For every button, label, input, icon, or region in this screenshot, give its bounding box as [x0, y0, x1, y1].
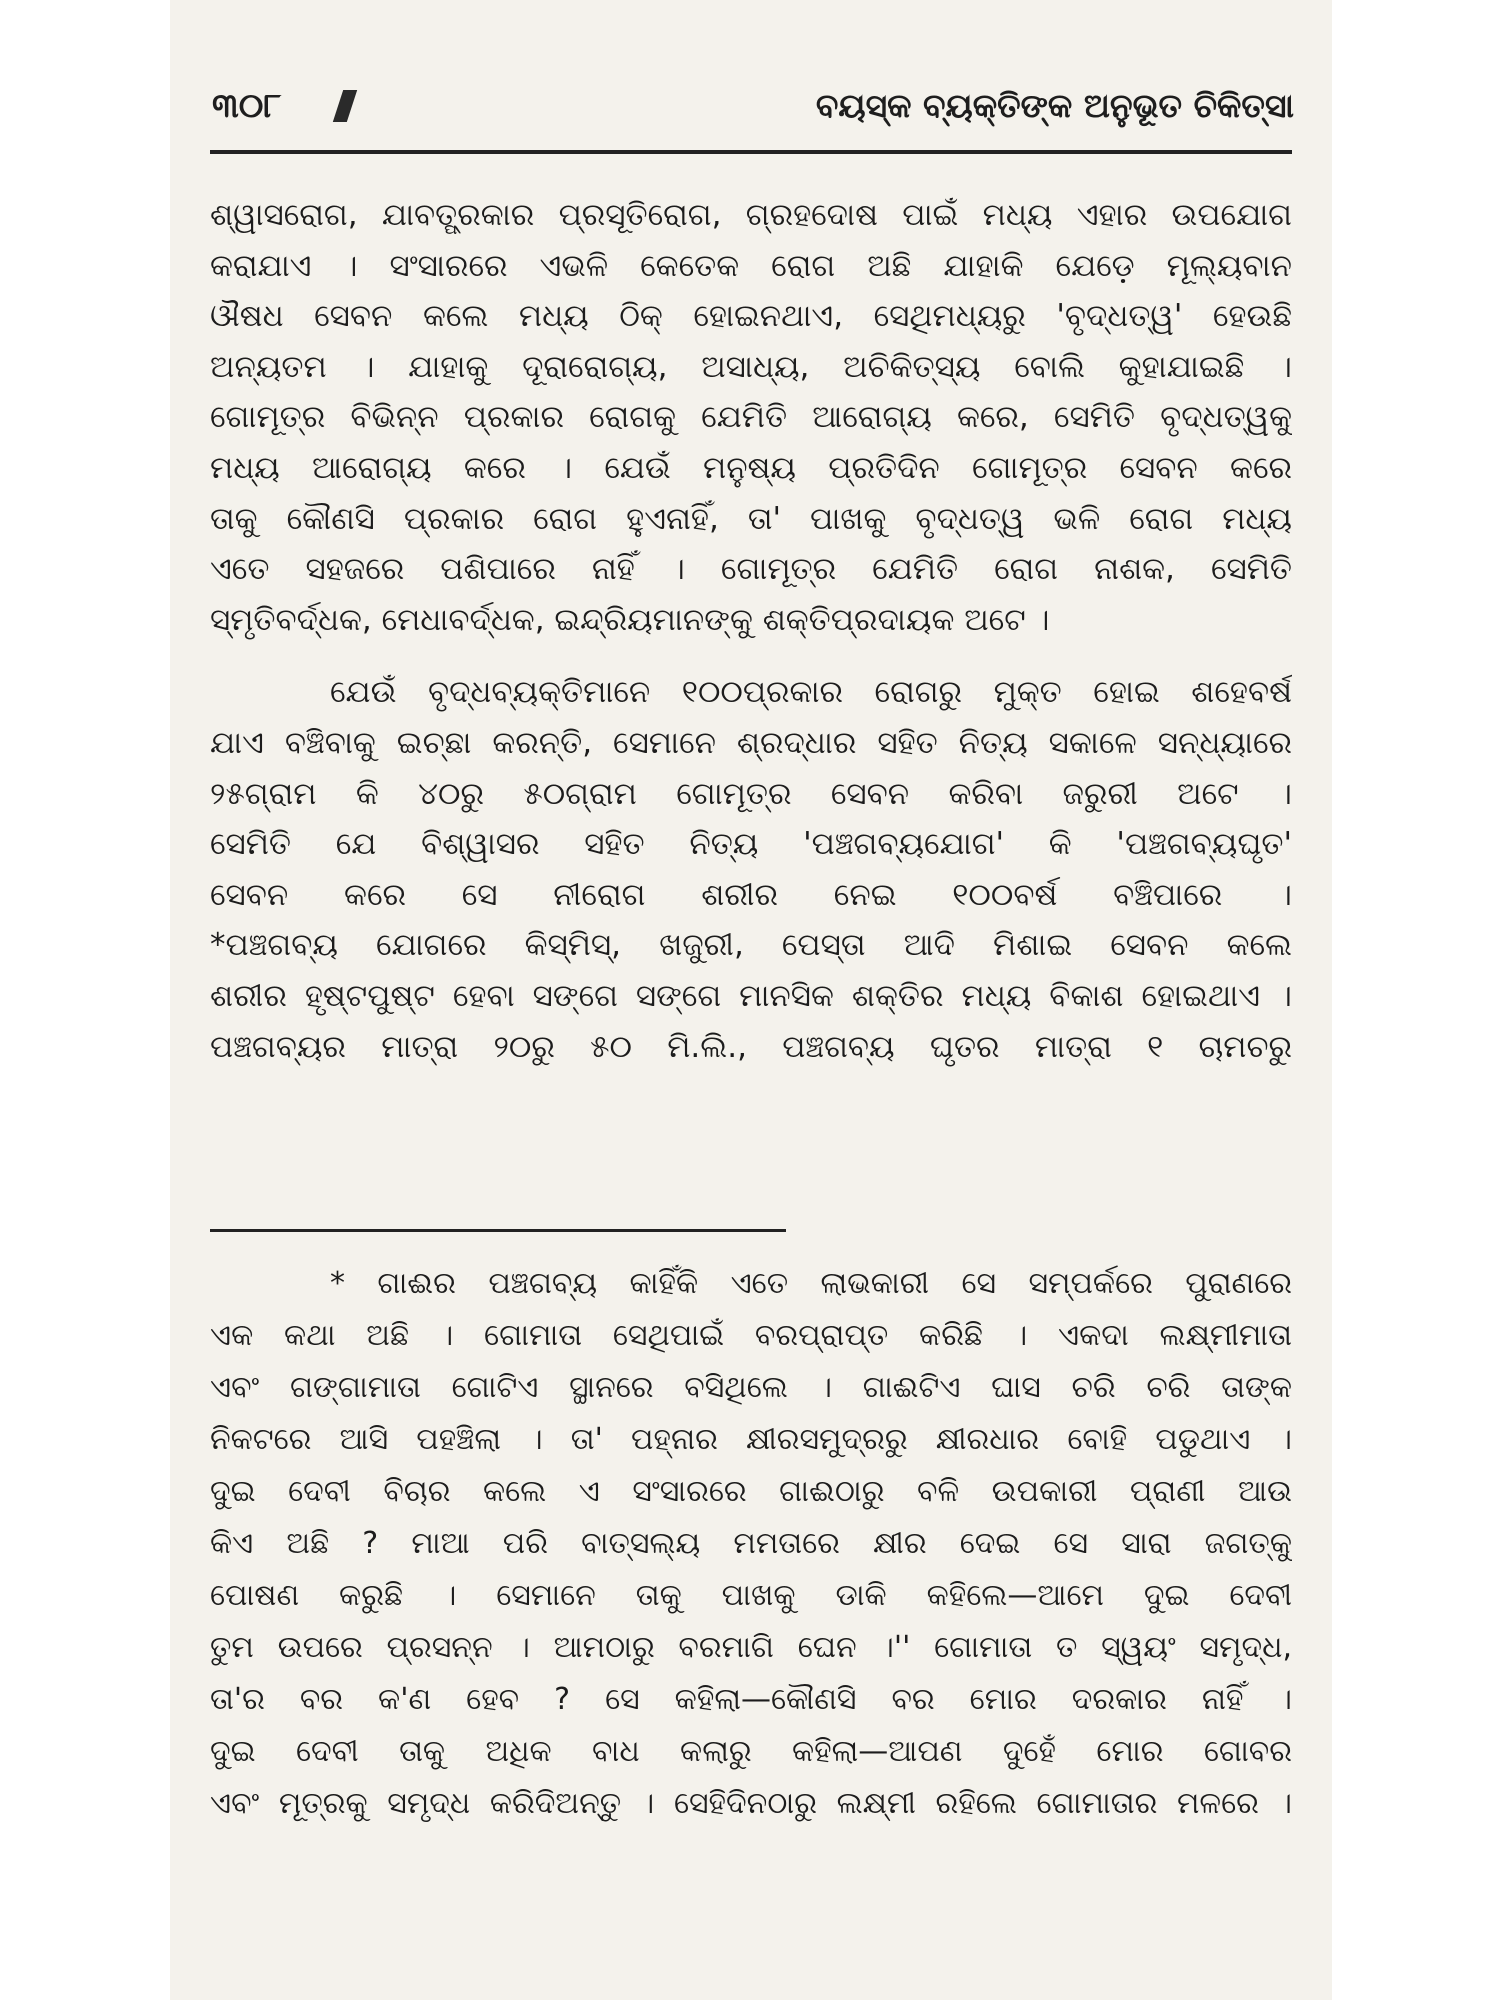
text-line: ମଧ୍ୟ ଆରୋଗ୍ୟ କରେ । ଯେଉଁ ମନୁଷ୍ୟ ପ୍ରତିଦିନ ଗୋମୂତ୍ର ସେବନ କରେ: [210, 449, 1292, 486]
footnote: [210, 1258, 1292, 1830]
text-line: କରାଯାଏ । ସଂସାରରେ ଏଭଳି କେତେକ ରୋଗ ଅଛି ଯାହାକି ଯେଡ଼େ ମୂଲ୍ୟବାନ: [210, 247, 1292, 284]
header-rule: [210, 150, 1292, 154]
text-line: ଶରୀର ହୃଷ୍ଟପୁଷ୍ଟ ହେବା ସଙ୍ଗେ ସଙ୍ଗେ ମାନସିକ ଶକ୍ତିର ମଧ୍ୟ ବିକାଶ ହୋଇଥାଏ ।: [210, 977, 1292, 1014]
body-text: [210, 190, 1292, 1072]
text-line: *ପଞ୍ଚଗବ୍ୟ ଯୋଗରେ କିସ୍‌ମିସ୍, ଖଜୁରୀ, ପେସ୍ତା ଆଦି ମିଶାଇ ସେବନ କଲେ: [210, 927, 1292, 964]
text-line-last: ସ୍ମୃତିବର୍ଦ୍ଧକ, ମେଧାବର୍ଦ୍ଧକ, ଇନ୍ଦ୍ରିୟମାନଙ୍କୁ ଶକ୍ତିପ୍ରଦାୟକ ଅଟେ ।: [210, 601, 1050, 638]
footnote-rule: [210, 1229, 786, 1232]
footnote-line: ତୁମ ଉପରେ ପ୍ରସନ୍ନ । ଆମଠାରୁ ବରମାଗି ଘେନ ।'' ଗୋମାତା ତ ସ୍ୱୟଂ ସମୃଦ୍ଧ,: [210, 1630, 1292, 1665]
footnote-line: ଏବଂ ଗଙ୍ଗାମାତା ଗୋଟିଏ ସ୍ଥାନରେ ବସିଥିଲେ । ଗାଈଟିଏ ଘାସ ଚରି ଚରି ତାଙ୍କ: [210, 1370, 1292, 1405]
page-header: [170, 78, 1332, 134]
running-title: ବୟସ୍କ ବ୍ୟକ୍ତିଙ୍କ ଅନୁଭୂତ ଚିକିତ୍ସା: [815, 86, 1294, 125]
footnote-line: ନିକଟରେ ଆସି ପହଞ୍ଚିଲା । ତା' ପହ୍ନାର କ୍ଷୀରସମୁଦ୍ରରୁ କ୍ଷୀରଧାର ବୋହି ପଡୁଥାଏ ।: [210, 1422, 1292, 1457]
text-line: ଯାଏ ବଞ୍ଚିବାକୁ ଇଚ୍ଛା କରନ୍ତି, ସେମାନେ ଶ୍ରଦ୍ଧାର ସହିତ ନିତ୍ୟ ସକାଳେ ସନ୍ଧ୍ୟାରେ: [210, 724, 1292, 761]
footnote-line: ତା'ର ବର କ'ଣ ହେବ ? ସେ କହିଲା—କୌଣସି ବର ମୋର ଦରକାର ନାହିଁ ।: [210, 1682, 1292, 1717]
footnote-line: ଦୁଇ ଦେବୀ ବିଚାର କଲେ ଏ ସଂସାରରେ ଗାଈଠାରୁ ବଳି ଉପକାରୀ ପ୍ରାଣୀ ଆଉ: [210, 1474, 1292, 1509]
footnote-line: * ଗାଈର ପଞ୍ଚଗବ୍ୟ କାହିଁକି ଏତେ ଲାଭକାରୀ ସେ ସମ୍ପର୍କରେ ପୁରାଣରେ: [330, 1266, 1292, 1301]
text-line: ଔଷଧ ସେବନ କଲେ ମଧ୍ୟ ଠିକ୍ ହୋଇନଥାଏ, ସେଥିମଧ୍ୟରୁ 'ବୃଦ୍ଧତ୍ୱ' ହେଉଛି: [210, 298, 1292, 335]
text-line: ଏତେ ସହଜରେ ପଶିପାରେ ନାହିଁ । ଗୋମୂତ୍ର ଯେମିତି ରୋଗ ନାଶକ, ସେମିତି: [210, 551, 1292, 588]
footnote-line: ଏବଂ ମୂତ୍ରକୁ ସମୃଦ୍ଧ କରିଦିଅନ୍ତୁ । ସେହିଦିନଠାରୁ ଲକ୍ଷ୍ମୀ ରହିଲେ ଗୋମାତାର ମଳରେ ।: [210, 1786, 1292, 1821]
text-line: ସେମିତି ଯେ ବିଶ୍ୱାସର ସହିତ ନିତ୍ୟ 'ପଞ୍ଚଗବ୍ୟଯୋଗ' କି 'ପଞ୍ଚଗବ୍ୟଘୃତ': [210, 826, 1292, 863]
paragraph-1: [210, 190, 1292, 645]
page-number-mark: [333, 90, 357, 122]
text-line: ତାକୁ କୌଣସି ପ୍ରକାର ରୋଗ ହୁଏନାହିଁ, ତା' ପାଖକୁ ବୃଦ୍ଧତ୍ୱ ଭଳି ରୋଗ ମଧ୍ୟ: [210, 500, 1292, 537]
footnote-line: ଦୁଇ ଦେବୀ ତାକୁ ଅଧିକ ବାଧ କଲାରୁ କହିଲା—ଆପଣ ଦୁହେଁ ମୋର ଗୋବର: [210, 1734, 1292, 1769]
footnote-line: ପୋଷଣ କରୁଛି । ସେମାନେ ତାକୁ ପାଖକୁ ଡାକି କହିଲେ—ଆମେ ଦୁଇ ଦେବୀ: [210, 1578, 1292, 1613]
text-line: ଅନ୍ୟତମ । ଯାହାକୁ ଦୂରାରୋଗ୍ୟ, ଅସାଧ୍ୟ, ଅଚିକିତ୍ସ୍ୟ ବୋଲି କୁହାଯାଇଛି ।: [210, 348, 1292, 385]
text-line: ପଞ୍ଚଗବ୍ୟର ମାତ୍ରା ୨୦ରୁ ୫୦ ମି.ଲି., ପଞ୍ଚଗବ୍ୟ ଘୃତର ମାତ୍ରା ୧ ଚାମଚରୁ: [210, 1028, 1292, 1065]
text-line: ଗୋମୂତ୍ର ବିଭିନ୍ନ ପ୍ରକାର ରୋଗକୁ ଯେମିତି ଆରୋଗ୍ୟ କରେ, ସେମିତି ବୃଦ୍ଧତ୍ୱକୁ: [210, 399, 1292, 436]
page-number: ୩୦୮: [212, 86, 282, 126]
book-page: [170, 0, 1332, 2000]
footnote-line: ଏକ କଥା ଅଛି । ଗୋମାତା ସେଥିପାଇଁ ବରପ୍ରାପ୍ତ କରିଛି । ଏକଦା ଲକ୍ଷ୍ମୀମାତା: [210, 1318, 1292, 1353]
text-line: ସେବନ କରେ ସେ ନୀରୋଗ ଶରୀର ନେଇ ୧୦୦ବର୍ଷ ବଞ୍ଚିପାରେ ।: [210, 876, 1292, 913]
paragraph-2: [210, 667, 1292, 1072]
text-line: ଯେଉଁ ବୃଦ୍ଧବ୍ୟକ୍ତିମାନେ ୧୦୦ପ୍ରକାର ରୋଗରୁ ମୁକ୍ତ ହୋଇ ଶହେବର୍ଷ: [330, 674, 1292, 711]
text-line: ୨୫ଗ୍ରାମ କି ୪୦ରୁ ୫୦ଗ୍ରାମ ଗୋମୂତ୍ର ସେବନ କରିବା ଜରୁରୀ ଅଟେ ।: [210, 775, 1292, 812]
text-line: ଶ୍ୱାସରୋଗ, ଯାବତ୍ପ୍ରକାର ପ୍ରସୂତିରୋଗ, ଗ୍ରହଦୋଷ ପାଇଁ ମଧ୍ୟ ଏହାର ଉପଯୋଗ: [210, 197, 1292, 233]
footnote-line: କିଏ ଅଛି ? ମାଆ ପରି ବାତ୍ସଲ୍ୟ ମମତାରେ କ୍ଷୀର ଦେଇ ସେ ସାରା ଜଗତ୍‌କୁ: [210, 1526, 1292, 1561]
